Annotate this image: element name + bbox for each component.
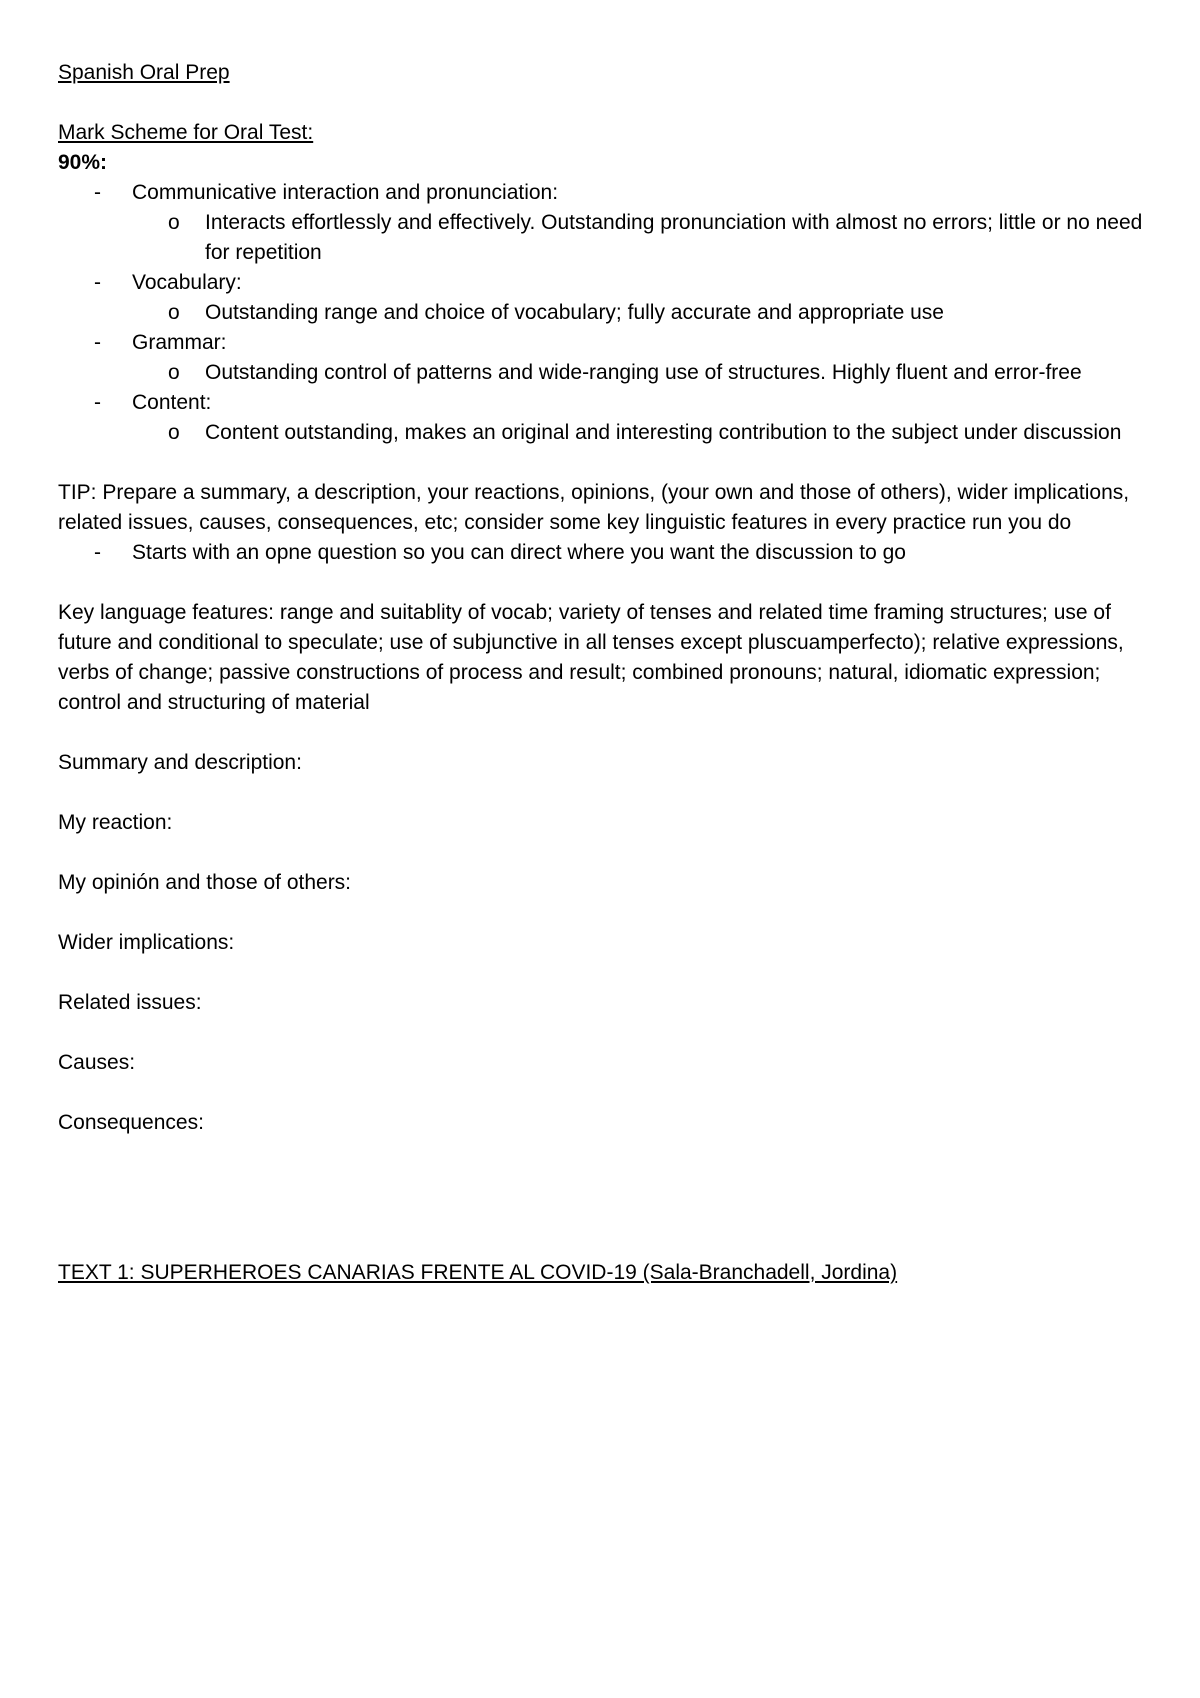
criterion-label-text: Vocabulary: [132, 271, 242, 294]
circle-bullet: o [168, 361, 180, 384]
criterion-label [58, 268, 1158, 298]
spacer [58, 1138, 1158, 1168]
spacer [58, 778, 1158, 808]
criterion-detail [58, 358, 1158, 388]
criterion-detail-text: Outstanding control of patterns and wide-ranging use of structures. Highly fluent and error-free [205, 361, 1082, 384]
circle-bullet: o [168, 301, 180, 324]
dash-bullet: - [94, 541, 101, 564]
spacer [58, 1018, 1158, 1048]
prompt-reaction: My reaction: [58, 811, 173, 834]
spacer [58, 1198, 1158, 1228]
criterion-label-text: Grammar: [132, 331, 227, 354]
spacer [58, 1078, 1158, 1108]
spacer [58, 1168, 1158, 1198]
document-title: Spanish Oral Prep [58, 61, 230, 84]
dash-bullet: - [94, 271, 101, 294]
text-heading: TEXT 1: SUPERHEROES CANARIAS FRENTE AL COVID-19 (Sala-Branchadell, Jordina) [58, 1261, 898, 1284]
dash-bullet: - [94, 331, 101, 354]
spacer [58, 718, 1158, 748]
circle-bullet: o [168, 421, 180, 444]
grade-label: 90%: [58, 151, 108, 174]
criterion-detail-text: Outstanding range and choice of vocabulary; fully accurate and appropriate use [205, 301, 944, 324]
prompt-summary: Summary and description: [58, 751, 302, 774]
criterion-label-text: Content: [132, 391, 212, 414]
prompt-opinion: My opinión and those of others: [58, 871, 352, 894]
prompt-consequences: Consequences: [58, 1111, 204, 1134]
dash-bullet: - [94, 181, 101, 204]
criterion-label [58, 328, 1158, 358]
criterion-label [58, 388, 1158, 418]
criteria-list [58, 178, 1158, 448]
spacer [58, 568, 1158, 598]
criterion-label-text: Communicative interaction and pronunciation: [132, 181, 559, 204]
key-features-paragraph: Key language features: range and suitablity of vocab; variety of tenses and related time framing structures; use of future and conditional to speculate; use of subjunctive in all tenses except pluscuamperfecto); relative expressions, verbs of change; passive constructions of process and result; combined pronouns; natural, idiomatic expression; control and structuring of material [58, 601, 1124, 714]
criterion-detail [58, 298, 1158, 328]
criterion-detail [58, 208, 1158, 268]
spacer [58, 958, 1158, 988]
spacer [58, 448, 1158, 478]
prompt-related-issues: Related issues: [58, 991, 202, 1014]
criterion-label [58, 178, 1158, 208]
spacer [58, 898, 1158, 928]
criterion-detail-text: Content outstanding, makes an original and interesting contribution to the subject under discussion [205, 421, 1122, 444]
spacer [58, 1228, 1158, 1258]
prompt-causes: Causes: [58, 1051, 136, 1074]
spacer [58, 838, 1158, 868]
tip-bullet-text: Starts with an opne question so you can direct where you want the discussion to go [132, 541, 906, 564]
document-page [58, 58, 1158, 1288]
dash-bullet: - [94, 391, 101, 414]
tip-paragraph: TIP: Prepare a summary, a description, your reactions, opinions, (your own and those of others), wider implications, related issues, causes, consequences, etc; consider some key linguistic features in every practice run you do [58, 481, 1130, 534]
prompt-wider-implications: Wider implications: [58, 931, 235, 954]
criterion-detail [58, 418, 1158, 448]
mark-scheme-heading: Mark Scheme for Oral Test: [58, 121, 314, 144]
circle-bullet: o [168, 211, 180, 234]
criterion-detail-text: Interacts effortlessly and effectively. Outstanding pronunciation with almost no errors; little or no need for repetition [205, 211, 1143, 264]
tip-bullet [58, 538, 1158, 568]
spacer [58, 88, 1158, 118]
